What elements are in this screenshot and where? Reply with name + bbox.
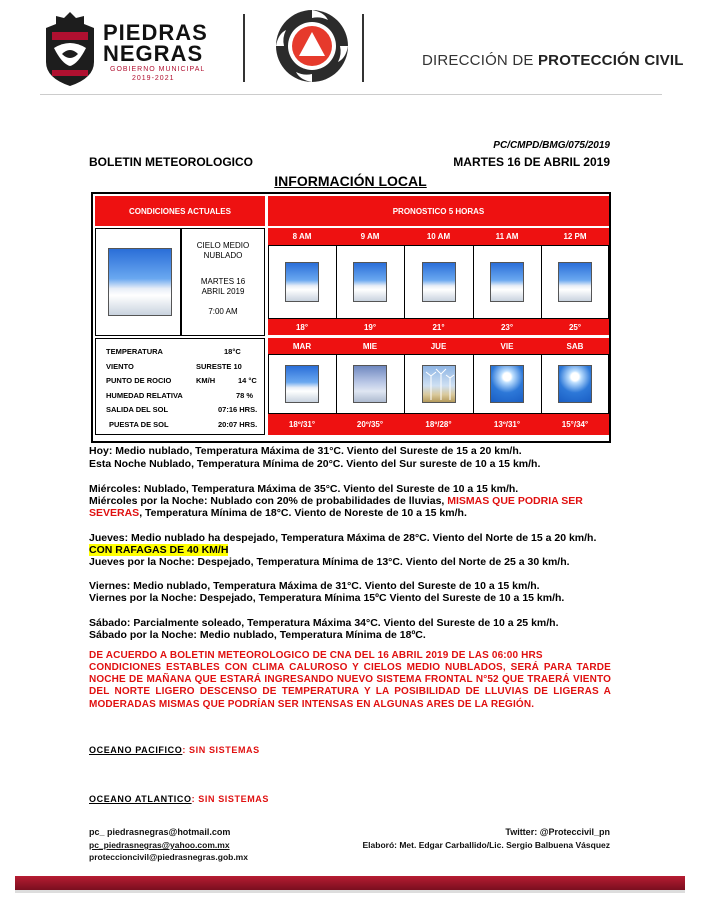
condition-row — [106, 345, 258, 360]
day-temps: 15°/34° — [561, 420, 589, 429]
sunny-icon — [490, 365, 524, 403]
turbine-graphic — [423, 366, 455, 402]
forecast-friday-night: Viernes por la Noche: Despejado, Temperatura Mínima 15ºC Viento del Sureste de 10 a 15 km/h. — [89, 592, 565, 604]
condition-value: SURESTE 10 KM/H — [196, 361, 242, 385]
cna-reference: DE ACUERDO A BOLETIN METEOROLOGICO DE CNA DEL 16 ABRIL 2019 DE LAS 06:00 HRS — [89, 650, 543, 661]
column-divider — [473, 354, 474, 414]
forecast-thursday-night: Jueves por la Noche: Despejado, Temperatura Mínima de 13°C. Viento del Norte de 25 a 30 km/h. — [89, 556, 570, 568]
footer-bar — [15, 876, 685, 890]
day-label: MIE — [362, 341, 378, 351]
condition-value: 18°C — [224, 347, 241, 356]
header-divider — [243, 14, 245, 82]
email-yahoo[interactable]: pc_piedrasnegras@yahoo.com.mx — [89, 840, 230, 850]
condition-label: PUESTA DE SOL — [109, 419, 169, 429]
partly-cloudy-icon — [490, 262, 524, 302]
condition-row — [106, 374, 258, 389]
hour-temp: 19° — [363, 322, 377, 332]
condition-label: PUNTO DE ROCIO — [106, 376, 172, 385]
forecast-text: Miércoles por la Noche: Nublado con 20% de probabilidades de lluvias, — [89, 495, 448, 507]
current-conditions-header: CONDICIONES ACTUALES — [95, 196, 265, 226]
forecast-wednesday: Miércoles: Nublado, Temperatura Máxima de 35°C. Viento del Sureste de 10 a 15 km/h. — [89, 483, 519, 495]
partly-cloudy-icon — [108, 248, 172, 316]
atlantic-label: OCEANO ATLANTICO — [89, 794, 192, 804]
shield-icon — [40, 8, 100, 88]
hour-label: 9 AM — [360, 232, 380, 241]
email-gob[interactable]: proteccioncivil@piedrasnegras.gob.mx — [89, 852, 248, 862]
hour-label: 10 AM — [426, 232, 451, 241]
current-sky: CIELO MEDIO NUBLADO — [196, 241, 250, 260]
column-divider — [473, 245, 474, 319]
hour-label: 12 PM — [563, 232, 587, 241]
hour-temp: 18° — [295, 322, 309, 332]
synopsis-text: CONDICIONES ESTABLES CON CLIMA CALUROSO Y CIELOS MEDIO NUBLADOS, SERÁ PARA TARDE NOCHE DE MAÑANA QUE ESTARÁ INGRESANDO NUEVO SISTEMA FRONTAL N°52 QUE TRAERÁ VIENTO DEL NORTE LIGERO DESCENSO DE TEMPERATURA Y LA POSIBILIDAD DE LLUVIAS DE LIGERAS A MODERADAS MISMAS QUE PODRÍAN SER INTENSAS EN ALGUNAS ARES DE LA REGIÓN. — [89, 662, 611, 710]
current-icon-cell — [95, 228, 181, 336]
footer-shadow — [15, 890, 685, 893]
day-temps: 18º/31° — [288, 420, 316, 429]
current-time: 7:00 AM — [208, 307, 238, 316]
partly-cloudy-icon — [285, 262, 319, 302]
partly-cloudy-icon — [353, 262, 387, 302]
column-divider — [404, 354, 405, 414]
section-title: INFORMACIÓN LOCAL — [274, 173, 427, 189]
day-label: JUE — [430, 341, 447, 351]
condition-row — [106, 418, 258, 433]
department-name: PROTECCIÓN CIVIL — [537, 52, 684, 69]
hour-label: 11 AM — [495, 232, 519, 241]
department-title — [422, 52, 684, 69]
day-label: MAR — [292, 341, 312, 351]
pacific-label: OCEANO PACIFICO — [89, 745, 183, 755]
twitter-handle[interactable]: Twitter: @Proteccivil_pn — [505, 827, 610, 837]
day-label: SAB — [566, 341, 584, 351]
conditions-list — [95, 338, 265, 435]
cloudy-icon — [353, 365, 387, 403]
sunny-icon — [558, 365, 592, 403]
hour-temp: 25° — [568, 322, 582, 332]
forecast-header: PRONOSTICO 5 HORAS — [268, 196, 609, 226]
department-prefix: DIRECCIÓN DE — [422, 52, 538, 69]
brand-years: 2019-2021 — [132, 75, 175, 82]
condition-row — [106, 389, 258, 404]
brand-name-line1: PIEDRAS — [103, 20, 208, 45]
bulletin-date: MARTES 16 DE ABRIL 2019 — [453, 155, 610, 169]
partly-cloudy-icon — [422, 262, 456, 302]
column-divider — [336, 354, 337, 414]
hour-temp: 23° — [500, 322, 514, 332]
condition-label: HUMEDAD RELATIVA — [106, 390, 183, 400]
column-divider — [541, 245, 542, 319]
partly-cloudy-icon — [558, 262, 592, 302]
bulletin-title: BOLETIN METEOROLOGICO — [89, 155, 253, 169]
bulletin-code: PC/CMPD/BMG/075/2019 — [493, 140, 610, 151]
forecast-thursday: Jueves: Medio nublado ha despejado, Temperatura Máxima de 28°C. Viento del Norte de 15 a 20 km/h. — [89, 532, 597, 544]
brand-subtitle: GOBIERNO MUNICIPAL — [110, 66, 206, 73]
condition-value: 07:16 HRS. — [218, 405, 258, 414]
partly-cloudy-icon — [285, 365, 319, 403]
atlantic-ocean-status — [89, 793, 269, 806]
wind-turbines-icon — [422, 365, 456, 403]
forecast-friday: Viernes: Medio nublado, Temperatura Máxima de 31°C. Viento del Sureste de 10 a 15 km/h. — [89, 580, 540, 592]
column-divider — [541, 354, 542, 414]
condition-row — [106, 403, 258, 418]
forecast-tonight: Esta Noche Nublado, Temperatura Mínima de 20°C. Viento del Sur sureste de 10 a 15 km/h. — [89, 458, 541, 470]
forecast-today: Hoy: Medio nublado, Temperatura Máxima de 31°C. Viento del Sureste de 15 a 20 km/h. — [89, 445, 522, 457]
atlantic-value: : SIN SISTEMAS — [191, 794, 270, 804]
day-temps: 18º/28° — [425, 420, 452, 429]
hour-label: 8 AM — [292, 232, 312, 241]
forecast-text: , Temperatura Mínima de 18°C. Viento de Noreste de 10 a 15 km/h. — [139, 507, 467, 519]
header-divider — [362, 14, 364, 82]
author-credit: Elaboró: Met. Edgar Carballido/Lic. Sergio Balbuena Vásquez — [362, 840, 610, 850]
pacific-ocean-status — [89, 744, 260, 757]
header-rule — [40, 94, 662, 95]
forecast-saturday-night: Sábado por la Noche: Medio nublado, Temperatura Mínima de 18ºC. — [89, 629, 426, 641]
day-label: VIE — [500, 341, 514, 351]
civil-protection-logo — [272, 6, 352, 86]
condition-label: VIENTO — [106, 361, 134, 371]
day-temps: 13º/31° — [493, 420, 521, 429]
current-date: MARTES 16 ABRIL 2019 — [200, 277, 246, 296]
condition-label: SALIDA DEL SOL — [106, 405, 169, 414]
column-divider — [336, 245, 337, 319]
hour-temp: 21° — [432, 322, 445, 332]
forecast-wednesday-night-cont — [89, 507, 467, 520]
condition-value: 78 % — [236, 390, 254, 400]
condition-value: 20:07 HRS. — [218, 419, 258, 429]
day-temps: 20º/35° — [356, 420, 384, 429]
highlighted-text: CON RAFAGAS DE 40 KM/H — [89, 544, 229, 556]
civil-protection-icon — [272, 6, 352, 86]
column-divider — [404, 245, 405, 319]
current-info-cell — [181, 228, 265, 336]
weather-table — [91, 192, 611, 443]
warning-text: MISMAS QUE PODRIA SER — [447, 495, 583, 507]
brand-name-line2: NEGRAS — [103, 41, 204, 66]
warning-text: SEVERAS — [89, 507, 140, 519]
email-hotmail[interactable]: pc_ piedrasnegras@hotmail.com — [89, 827, 231, 837]
pacific-value: : SIN SISTEMAS — [182, 745, 260, 755]
forecast-saturday: Sábado: Parcialmente soleado, Temperatura Máxima 34°C. Viento del Sureste de 10 a 25 km/h. — [89, 617, 559, 629]
condition-value: 14 °C — [238, 376, 257, 385]
condition-label: TEMPERATURA — [106, 347, 163, 356]
